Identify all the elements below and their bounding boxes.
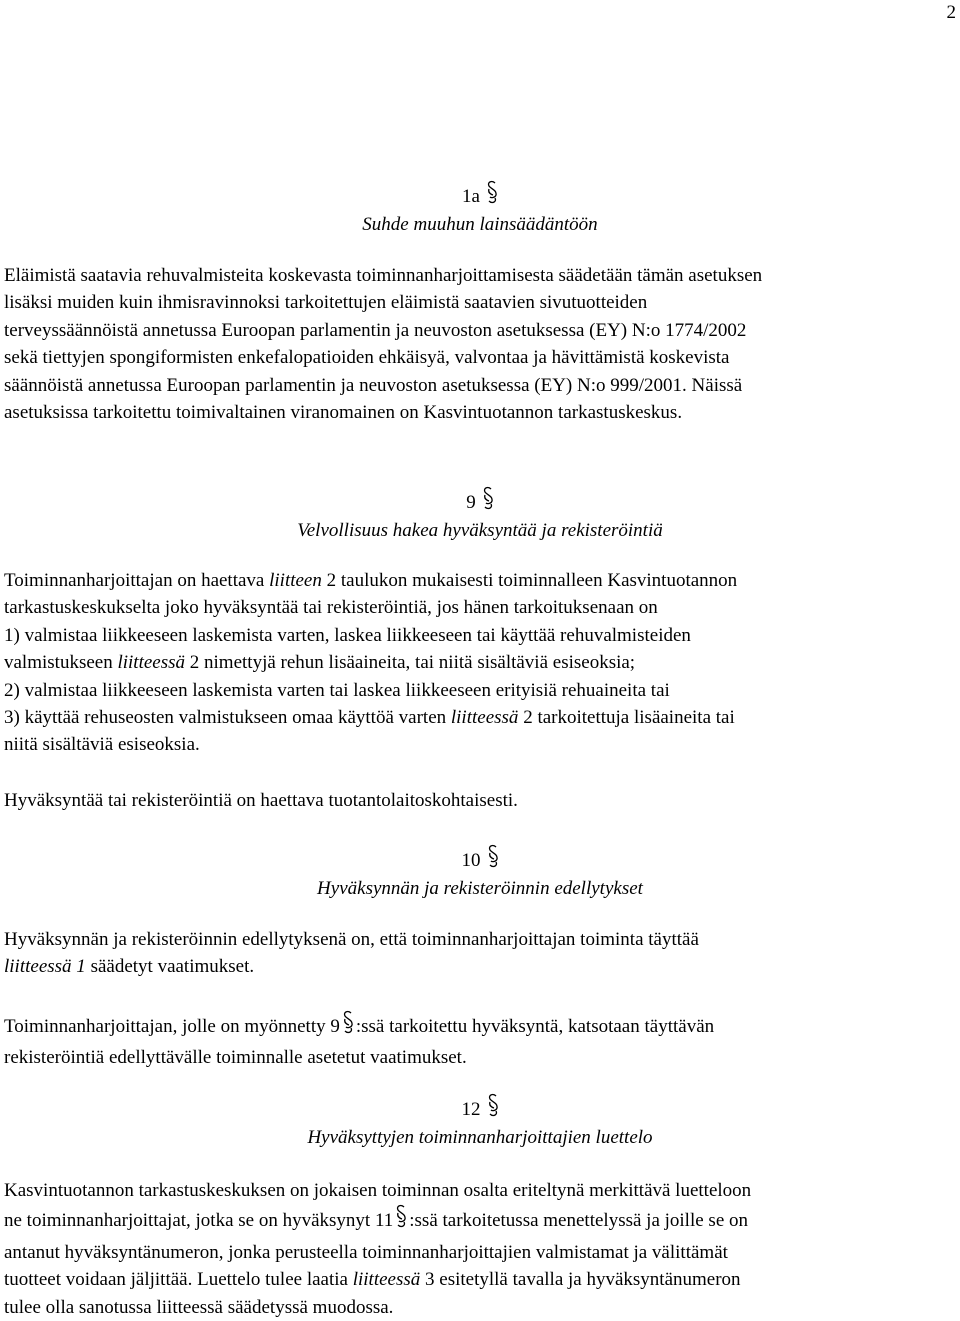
section-title: Suhde muuhun lainsäädäntöön bbox=[362, 214, 598, 235]
text-line: Kasvintuotannon tarkastuskeskuksen on jokaisen toiminnan osalta eriteltynä merkittävä luetteloon bbox=[4, 1180, 752, 1201]
text-line: Hyväksynnän ja rekisteröinnin edellytyksenä on, että toiminnanharjoittajan toiminta täyttää bbox=[4, 929, 699, 950]
text-line: lisäksi muiden kuin ihmisravinnoksi tarkoitettujen eläimistä saatavien sivutuotteiden bbox=[4, 292, 648, 314]
section-title: Hyväksyttyjen toiminnanharjoittajien luettelo bbox=[307, 1127, 653, 1148]
section-12-heading bbox=[0, 1093, 960, 1152]
text-line: tarkastuskeskukselta joko hyväksyntää tai rekisteröintiä, jos hänen tarkoituksenaan on bbox=[4, 597, 658, 619]
section-10-heading bbox=[0, 844, 960, 903]
text-run: Toiminnanharjoittajan on haettava bbox=[4, 570, 270, 591]
text-line: terveyssäännöistä annetussa Euroopan parlamentin ja neuvoston asetuksessa (EY) N:o 1774/2002 bbox=[4, 319, 747, 341]
section-sign-icon bbox=[487, 844, 499, 870]
section-1a-heading bbox=[0, 180, 960, 239]
section-1a-paragraph bbox=[4, 262, 956, 426]
section-number-line bbox=[0, 486, 960, 517]
text-run: tuotteet voidaan jäljittää. Luettelo tulee laatia bbox=[4, 1269, 353, 1291]
text-run: 3) käyttää rehuseosten valmistukseen omaa käyttöä varten bbox=[4, 707, 451, 729]
text-run: 2 nimettyjä rehun lisäaineita, tai niitä sisältäviä esiseoksia; bbox=[185, 652, 636, 674]
text-line bbox=[4, 953, 956, 980]
section-10-paragraph-2 bbox=[4, 1010, 956, 1072]
text-run: :ssä tarkoitettu hyväksyntä, katsotaan täyttävän bbox=[355, 1016, 715, 1037]
italic-run: liitteen bbox=[269, 570, 322, 591]
section-10-paragraph bbox=[4, 926, 956, 981]
text-line: asetuksissa tarkoitettu toimivaltainen viranomainen on Kasvintuotannon tarkastuskeskus. bbox=[4, 402, 683, 424]
section-number: 12 bbox=[461, 1099, 481, 1120]
italic-run: liitteessä bbox=[450, 707, 519, 729]
section-number: 1a bbox=[462, 186, 480, 207]
text-line bbox=[4, 1204, 956, 1238]
text-line: sekä tiettyjen spongiformisten enkefalopatioiden ehkäisyä, valvontaa ja hävittämistä koskevista bbox=[4, 347, 730, 369]
text-line bbox=[4, 1266, 956, 1293]
section-number: 10 bbox=[461, 850, 481, 871]
text-line: säännöistä annetussa Euroopan parlamentin ja neuvoston asetuksessa (EY) N:o 999/2001. Näissä bbox=[4, 374, 743, 396]
text-line: rekisteröintiä edellyttävälle toiminnalle asetetut vaatimukset. bbox=[4, 1047, 467, 1069]
text-run: säädetyt vaatimukset. bbox=[85, 956, 255, 978]
text-line: tulee olla sanotussa liitteessä säädetyssä muodossa. bbox=[4, 1296, 394, 1318]
text-line: antanut hyväksyntänumeron, jonka perusteella toiminnanharjoittajien valmistamat ja välittämät bbox=[4, 1241, 728, 1263]
section-number-line bbox=[0, 1093, 960, 1124]
text-line: 2) valmistaa liikkeeseen laskemista varten tai laskea liikkeeseen erityisiä rehuaineita tai bbox=[4, 679, 670, 701]
text-line bbox=[4, 649, 956, 676]
text-run: 3 esitetyllä tavalla ja hyväksyntänumeron bbox=[420, 1269, 741, 1291]
section-number-line bbox=[0, 844, 960, 875]
text-line: Eläimistä saatavia rehuvalmisteita koskevasta toiminnanharjoittamisesta säädetään tämän asetuksen bbox=[4, 265, 763, 286]
text-run: 2 tarkoitettuja lisäaineita tai bbox=[518, 707, 735, 729]
section-sign-icon bbox=[395, 1204, 407, 1238]
text-run: ne toiminnanharjoittajat, jotka se on hyväksynyt 11 bbox=[4, 1210, 394, 1232]
section-number-line bbox=[0, 180, 960, 211]
section-9-heading bbox=[0, 486, 960, 545]
text-line bbox=[4, 704, 956, 731]
section-sign-icon bbox=[482, 486, 494, 512]
section-title: Hyväksynnän ja rekisteröinnin edellytykset bbox=[317, 878, 643, 899]
text-line: 1) valmistaa liikkeeseen laskemista varten, laskea liikkeeseen tai käyttää rehuvalmisteiden bbox=[4, 624, 691, 646]
section-sign-icon bbox=[487, 1093, 499, 1119]
text-line: niitä sisältäviä esiseoksia. bbox=[4, 734, 200, 756]
section-sign-icon bbox=[486, 180, 498, 206]
section-number: 9 bbox=[466, 492, 476, 513]
section-9-paragraph-2 bbox=[4, 787, 956, 814]
text-run: :ssä tarkoitetussa menettelyssä ja joille se on bbox=[409, 1210, 749, 1232]
text-line bbox=[4, 567, 956, 594]
text-run: valmistukseen bbox=[4, 652, 118, 674]
text-line: Hyväksyntää tai rekisteröintiä on haettava tuotantolaitoskohtaisesti. bbox=[4, 790, 518, 811]
text-run: Toiminnanharjoittajan, jolle on myönnetty 9 bbox=[4, 1016, 340, 1037]
italic-run: liitteessä bbox=[352, 1269, 421, 1291]
section-12-paragraph bbox=[4, 1177, 956, 1321]
italic-run: liitteessä bbox=[117, 652, 186, 674]
text-line bbox=[4, 1010, 956, 1044]
section-sign-icon bbox=[342, 1010, 354, 1044]
section-title: Velvollisuus hakea hyväksyntää ja rekisteröintiä bbox=[297, 520, 663, 541]
italic-run: liitteessä 1 bbox=[4, 956, 86, 978]
text-run: 2 taulukon mukaisesti toiminnalleen Kasvintuotannon bbox=[321, 570, 738, 591]
section-9-paragraph bbox=[4, 567, 956, 759]
page-number: 2 bbox=[946, 2, 956, 23]
